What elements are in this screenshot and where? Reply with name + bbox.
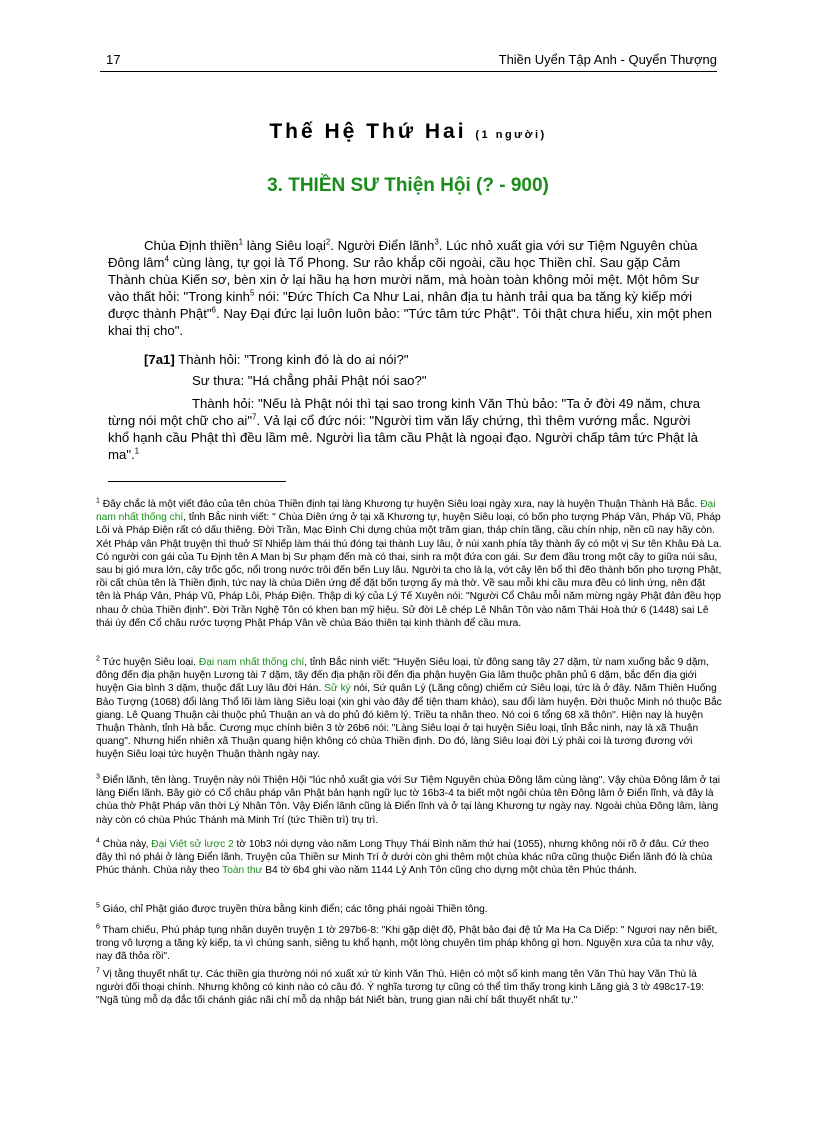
footnote-number: 5	[96, 902, 100, 910]
text-run: Điển lãnh, tên làng. Truyện này nói Thiện Hội "lúc nhỏ xuất gia với Sư Tiệm Nguyên chùa Đông lâm cùng làng". Vậy chùa Đông lâm ở tại làng Điển lãnh. Bây giờ có Cổ châu pháp vân Phật bản hạnh ngữ lục tờ 16b3-4 ta biết một ngôi chùa tên Đông lâm ở Điển lĩnh, và đây là chùa thờ Phật Pháp vân thời Lý Nhân Tôn. Vậy Điển lãnh cũng là Điển lĩnh và ở tại làng Khương tự ngày nay. Ngoài chùa Đông lâm, làng này còn có chùa Phúc Thánh mà Minh Trí (tức Thiền trì) trụ trì.	[96, 775, 721, 826]
header-rule	[100, 71, 717, 72]
cited-work: Toàn thư	[222, 865, 263, 877]
footnote-7	[96, 968, 722, 1008]
generation-title-text: Thế Hệ Thứ Hai	[269, 120, 467, 143]
folio-tag: [7a1]	[144, 352, 175, 367]
dialogue-line-2	[108, 372, 712, 389]
footnote-3	[96, 774, 722, 827]
cited-work: Đại Việt sử lược 2	[151, 839, 234, 850]
text-run: Tham chiếu, Phú pháp tụng nhân duyên truyện 1 tờ 297b6-8: "Khi gặp diệt độ, Phật bảo đại đệ tử Ma Ha Ca Diếp: " Ngươi nay nên biết, trong vô lượng a tăng kỳ kiếp, ta vì chúng sanh, siêng tu khổ hạnh, một lòng chuyên tìm pháp không gì hơn. Nguyện xưa của ta như vậy, nay đã thỏa rồi".	[96, 925, 718, 963]
dialogue-line-3	[108, 395, 712, 463]
footnote-ref[interactable]: 1	[238, 237, 244, 247]
footnote-ref[interactable]: 1	[134, 446, 140, 456]
footnote-separator	[108, 481, 286, 482]
chapter-title: 3. THIỀN SƯ Thiện Hội (? - 900)	[267, 175, 549, 196]
footnote-1	[96, 498, 722, 630]
text-run: , tỉnh Bắc ninh viết: " Chùa Diên ứng ở tại xã Khương tự, huyện Siêu loại, có bốn pho tượng Pháp Vân, Pháp Vũ, Pháp Lôi và Pháp Điện rất có dấu thiêng. Đời Trần, Mạc Đình Chi dựng chùa một trăm gian, tháp chín tầng, cầu chín nhịp, nền cũ nay hãy còn. Xét Pháp vân Phật truyện thì thuở Sĩ Nhiếp làm thái thú đóng tại thành Luy lâu, ở núi xanh phía tây thành ấy có một vị Sư tên Khâu Đà La. Có người con gái của Tu Định tên A Man bị Sư phạm đến mà có thai, sinh ra một đứa con gái. Sư đem đầu trong một cây to giữa núi sâu, sau bị gió mưa lớn, cây trốc gốc, nổi trong nước trôi đến bến Luy lâu. Người ta cho là lạ, vớt cây lên bổ thì đẽo thành bốn pho tượng Phật, rồi cất chùa tên là Thiền định, tức nay là chùa Diên ứng để đặt bốn tượng ấy mà thờ. Về sau mỗi khi cầu mưa đều có linh ứng, nên đặt tên là Pháp Vân, Pháp Vũ, Pháp Lôi, Pháp Điện. Thập di ký của Lý Tế Xuyên nói: "Người Cổ Châu mỗi năm mừng ngày Phật đản đều họp nhau ở chùa Thiền định". Đời Trần Nghệ Tôn có khen ban mỹ hiệu. Sử đời Lê chép Lê Nhân Tôn vào năm Thái Hoà thứ 6 (1448) sai Lê thái úy đến Cổ châu rước tượng Phật Pháp Vân về chùa Báo thiên tại kinh thành để cầu mưa.	[96, 512, 722, 629]
text-run: nói: "Đức Thích Ca Như Lai, nhân địa tu hành trải qua ba tăng kỳ kiếp mới được thành Phật"	[108, 289, 693, 321]
text-run: Vị tằng thuyết nhất tự. Các thiền gia thường nói nó xuất xứ từ kinh Văn Thù. Hiện có một số kinh mang tên Văn Thù hay Văn Thù là người đối thoại chính. Nhưng không có kinh nào có câu đó. Ý nghĩa tương tự cũng có thể tìm thấy trong kinh Lăng già 3 tờ 498c17-19: "Ngã tùng mỗ dạ đắc tối chánh giác nãi chí mỗ dạ nhập bát Niết bàn, trung gian nãi chí bất thuyết nhất tự."	[96, 969, 705, 1007]
footnote-5	[96, 903, 722, 916]
text-run: . Vả lại cổ đức nói: "Người tìm văn lấy chứng, thì thêm vướng mắc. Người khổ hạnh cầu Phật thì đều lầm mê. Người lìa tâm cầu Phật là ngoại đạo. Người chấp tâm tức Phật là ma".	[108, 413, 698, 462]
footnote-ref[interactable]: 7	[252, 412, 257, 422]
cited-work: Đại nam nhất thống chí	[198, 657, 305, 668]
footnote-4	[96, 838, 722, 878]
text-run: cùng làng, tự gọi là Tổ Phong. Sư rảo khắp cõi ngoài, cầu học Thiền chỉ. Sau gặp Cảm Thành chùa Kiến sơ, bèn xin ở lại hầu hạ hơn mười năm, mà hoàn toàn không mỏi mệt. Một hôm Sư vào thất hỏi: "Trong kinh	[108, 255, 700, 304]
generation-count: (1 người)	[475, 129, 547, 141]
text-run: Thành hỏi: "Trong kinh đó là do ai nói?"	[174, 352, 409, 367]
footnote-ref[interactable]: 3	[434, 237, 439, 247]
footnote-ref[interactable]: 4	[164, 254, 169, 264]
text-run: Chùa này,	[99, 839, 152, 850]
text-run: tờ 10b3 nói dựng vào năm Long Thụy Thái Bình năm thứ hai (1055), nhưng không nói rõ ở đâu. Cứ theo đây thì nó phải ở làng Điển lãnh. Truyện của Thiền sư Minh Trí ở dưới còn ghi thêm một chùa khác nữa cũng thuộc Điển lãnh đó là chùa Phúc thánh. Chùa này theo	[96, 839, 713, 877]
text-run: làng Siêu loại	[243, 238, 326, 253]
footnote-number: 7	[96, 967, 100, 975]
footnote-number: 2	[96, 655, 100, 663]
footnote-number: 4	[96, 837, 100, 845]
dialogue-line-1	[108, 351, 712, 368]
text-run: B4 tờ 6b4 ghi vào năm 1144 Lý Anh Tôn cũng cho dựng một chùa tên Phúc thánh.	[262, 865, 637, 877]
cited-work: Sử ký	[324, 683, 351, 695]
intro-paragraph	[108, 237, 712, 339]
text-run: Thành hỏi: "Nếu là Phật nói thì tại sao trong kinh Văn Thù bảo: "Ta ở đời 49 năm, chưa từng nói một chữ cho ai"	[108, 396, 701, 428]
running-title: Thiền Uyển Tập Anh - Quyển Thượng	[498, 52, 717, 67]
text-run: Chùa Định thiền	[144, 238, 239, 253]
footnote-number: 3	[96, 773, 100, 781]
footnote-2	[96, 656, 722, 762]
text-run: Giáo, chỉ Phật giáo được truyền thừa bằng kinh điển; các tông phái ngoài Thiền tông.	[99, 904, 488, 915]
generation-title	[0, 120, 816, 144]
text-run: . Nay Đại đức lại luôn luôn bảo: "Tức tâm tức Phật". Tôi thật chưa hiểu, xin một phen khai thị cho".	[108, 306, 712, 338]
text-run: Tức huyện Siêu loại.	[99, 657, 199, 668]
page-number: 17	[106, 52, 121, 67]
text-run: , tỉnh Bắc ninh viết: "Huyện Siêu loại, từ đông sang tây 27 dặm, từ nam xuống bắc 9 dặm, đông đến địa phận huyện Lương tài 7 dặm, tây đến địa phận rồi đến địa phận huyện Gia lâm thuộc phân phủ 6 dặm, bắc đến địa giới huyện Gia bình 3 dặm, thuộc đất Luy lâu đời Hán.	[96, 657, 709, 695]
footnote-6	[96, 924, 722, 964]
footnote-ref[interactable]: 5	[250, 288, 255, 298]
text-run: Đây chắc là một viết đảo của tên chùa Thiền định tại làng Khương tự huyện Siêu loại ngày xưa, nay là huyện Thuận Thành Hà Bắc.	[99, 499, 701, 510]
text-run: . Người Điển lãnh	[330, 238, 435, 253]
cited-work: Đại nam nhất thống chí	[96, 499, 716, 524]
text-run: Sư thưa: "Há chẳng phải Phật nói sao?"	[192, 373, 427, 388]
footnote-ref[interactable]: 2	[325, 237, 331, 247]
footnote-ref[interactable]: 6	[211, 305, 216, 315]
text-run: nói, Sứ quân Lý (Lãng công) chiếm cứ Siêu loại, tức là ở đây. Năm Thiên Huống Bảo Tượng (1068) đổi làng Thổ lõi làm làng Siêu loại (xin ghi vào đây để tiện tham khảo), sau đổi làm huyện. Đời thuộc Minh nó thuộc Bắc giang. Lê Quang Thuận cải thuộc phủ Thuận an và do phủ đó kiêm lý. Triều ta nhân theo. Nó coi 6 tổng 68 xã thôn". Hiện nay là huyện Thuận Thành, tỉnh Hà bắc. Cương mục chính biên 3 tờ 26b6 nói: "Làng Siêu loại ở tại huyện Siêu loại, tỉnh Bắc ninh, nay là xã Thuận quang". Nhưng hiển nhiên xã Thuận quang hiện không có chùa Thiền định. Do đó, làng Siêu loại đời Lý phải coi là tương đương với huyện Siêu loại tức huyện Thuận thành ngày nay.	[96, 683, 722, 761]
footnote-number: 1	[96, 497, 100, 505]
footnote-number: 6	[96, 923, 100, 931]
text-run: . Lúc nhỏ xuất gia với sư Tiệm Nguyên chùa Đông lâm	[108, 238, 698, 270]
